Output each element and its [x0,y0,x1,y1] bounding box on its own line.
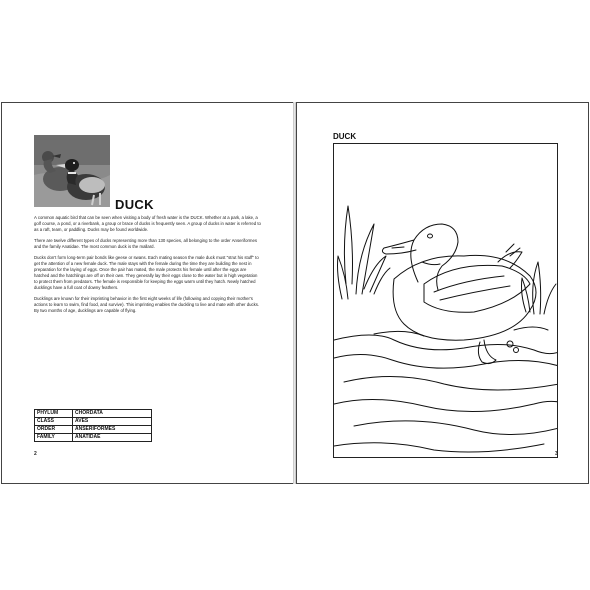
article-body [34,215,262,319]
taxonomy-value: ANSERIFORMES [73,426,152,434]
table-row [35,426,152,434]
page-number: 2 [34,451,37,457]
coloring-illustration-frame [333,143,558,458]
right-page [296,102,589,484]
duck-photo-image [34,135,110,207]
page-number: 3 [555,451,558,457]
paragraph: There are twelve different types of ducks representing more than 130 species, all belonging to the order Anseriformes and the family Anatidae. The most common duck is the mallard. [34,238,258,249]
paragraph: A common aquatic bird that can be seen when visiting a body of fresh water is the DUCK. Whether at a park, a lake, a golf course, a pond, or a riverbank, a group or brace of ducks is frequently seen. A group of ducks in water is referred to as a raft, team, or paddling. Ducks may be found worldwide. [34,215,261,232]
duck-coloring-illustration [334,144,558,458]
page-title: DUCK [115,197,154,212]
taxonomy-value: ANATIDAE [73,434,152,442]
taxonomy-rank: FAMILY [35,434,73,442]
duck-photo [34,135,110,207]
taxonomy-rank: PHYLUM [35,410,73,418]
taxonomy-value: CHORDATA [73,410,152,418]
paragraph: Ducklings are known for their imprinting behavior in the first eight weeks of life (following and copying their mother's actions to learn to swim, find food, and survive). This imprinting enables the duckling to live and mate with other ducks. By two months of age, ducklings are capable of flying. [34,296,260,313]
taxonomy-rank: ORDER [35,426,73,434]
page-title: DUCK [333,132,357,141]
taxonomy-rank: CLASS [35,418,73,426]
open-book [0,102,590,486]
paragraph: Ducks don't form long-term pair bonds like geese or swans. Each mating season the male duck must "strut his stuff" to get the attention of a new female duck. The male stays with the female during the time they are building the nest in preparation for the laying of eggs. Once the pair has mated, the male protects his female until after the eggs are hatched and the hatchlings are off on their own. They generally lay their eggs close to the water but in high vegetation to protect them from predators. The female is responsible for keeping the eggs warm until they hatch. Newly hatched ducklings have a full coat of downy feathers. [34,255,259,290]
table-row [35,418,152,426]
taxonomy-value: AVES [73,418,152,426]
taxonomy-table [34,409,152,442]
left-page [1,102,294,484]
table-row [35,410,152,418]
table-row [35,434,152,442]
